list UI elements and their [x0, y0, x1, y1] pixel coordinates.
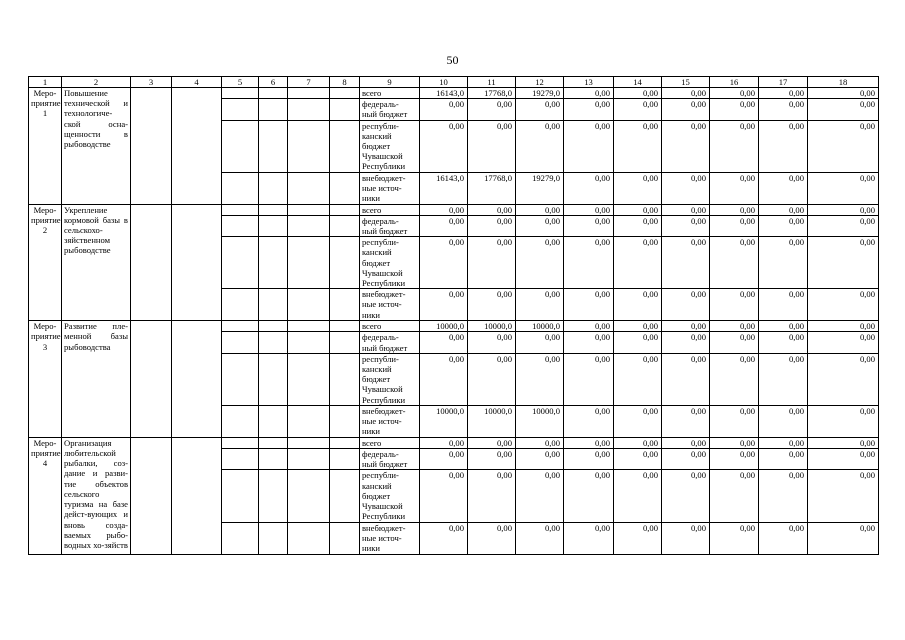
funding-value: 0,00	[420, 470, 468, 522]
funding-value: 0,00	[808, 215, 879, 236]
funding-value: 19279,0	[516, 172, 564, 204]
column-number: 3	[131, 77, 172, 88]
funding-value: 0,00	[662, 332, 710, 353]
funding-value: 0,00	[468, 332, 516, 353]
funding-value: 0,00	[516, 289, 564, 321]
empty-cell	[330, 120, 360, 172]
funding-value: 0,00	[662, 405, 710, 437]
empty-cell	[259, 522, 288, 554]
funding-value: 0,00	[710, 99, 759, 120]
empty-cell	[259, 470, 288, 522]
empty-cell	[259, 321, 288, 332]
empty-cell	[288, 289, 330, 321]
funding-value: 0,00	[564, 437, 614, 448]
funding-value: 0,00	[564, 353, 614, 405]
funding-value: 0,00	[614, 405, 662, 437]
funding-source: всего	[360, 437, 420, 448]
funding-source: федераль- ный бюджет	[360, 215, 420, 236]
empty-cell	[259, 204, 288, 215]
funding-source: федераль- ный бюджет	[360, 99, 420, 120]
column-number: 18	[808, 77, 879, 88]
empty-cell	[330, 99, 360, 120]
funding-source: федераль- ный бюджет	[360, 332, 420, 353]
empty-cell	[222, 237, 259, 289]
empty-cell	[288, 237, 330, 289]
column-number: 2	[62, 77, 131, 88]
budget-row	[29, 437, 879, 448]
empty-cell	[222, 99, 259, 120]
empty-cell	[259, 353, 288, 405]
column-number-row	[29, 77, 879, 88]
empty-cell	[330, 353, 360, 405]
empty-cell	[259, 437, 288, 448]
measure-label: Меро-приятие 3	[29, 321, 62, 438]
funding-value: 0,00	[468, 215, 516, 236]
funding-value: 0,00	[614, 353, 662, 405]
column-number: 6	[259, 77, 288, 88]
funding-value: 0,00	[564, 470, 614, 522]
funding-value: 0,00	[516, 120, 564, 172]
empty-cell	[288, 88, 330, 99]
funding-value: 10000,0	[420, 321, 468, 332]
empty-cell	[288, 405, 330, 437]
funding-value: 0,00	[759, 99, 808, 120]
empty-cell	[330, 405, 360, 437]
funding-source: внебюджет- ные источ- ники	[360, 289, 420, 321]
funding-value: 0,00	[710, 353, 759, 405]
funding-source: республи- канский бюджет Чувашской Республики	[360, 120, 420, 172]
column-number: 5	[222, 77, 259, 88]
measure-title: Укрепление кормовой базы в сельскохо-зяйственном рыбоводстве	[62, 204, 131, 321]
funding-value: 0,00	[614, 449, 662, 470]
empty-cell	[330, 332, 360, 353]
funding-value: 10000,0	[516, 321, 564, 332]
funding-value: 0,00	[662, 289, 710, 321]
empty-cell	[172, 204, 222, 321]
column-number: 4	[172, 77, 222, 88]
funding-value: 0,00	[662, 204, 710, 215]
funding-value: 0,00	[516, 99, 564, 120]
funding-value: 0,00	[614, 120, 662, 172]
empty-cell	[222, 353, 259, 405]
empty-cell	[259, 332, 288, 353]
empty-cell	[259, 172, 288, 204]
funding-value: 0,00	[710, 405, 759, 437]
funding-value: 0,00	[808, 353, 879, 405]
funding-value: 0,00	[564, 172, 614, 204]
empty-cell	[222, 120, 259, 172]
funding-value: 0,00	[759, 522, 808, 554]
funding-value: 0,00	[614, 99, 662, 120]
funding-value: 0,00	[420, 449, 468, 470]
funding-value: 0,00	[564, 289, 614, 321]
funding-source: всего	[360, 88, 420, 99]
funding-value: 17768,0	[468, 172, 516, 204]
funding-value: 0,00	[662, 522, 710, 554]
funding-value: 0,00	[710, 470, 759, 522]
page-number: 50	[446, 53, 459, 67]
funding-value: 10000,0	[468, 321, 516, 332]
empty-cell	[131, 204, 172, 321]
funding-value: 16143,0	[420, 172, 468, 204]
funding-value: 0,00	[710, 88, 759, 99]
funding-value: 0,00	[662, 353, 710, 405]
empty-cell	[288, 332, 330, 353]
funding-value: 10000,0	[420, 405, 468, 437]
empty-cell	[222, 172, 259, 204]
funding-value: 0,00	[759, 120, 808, 172]
funding-value: 0,00	[468, 237, 516, 289]
funding-source: всего	[360, 204, 420, 215]
funding-value: 0,00	[564, 405, 614, 437]
column-number: 16	[710, 77, 759, 88]
column-number: 1	[29, 77, 62, 88]
funding-value: 0,00	[662, 237, 710, 289]
funding-value: 0,00	[614, 522, 662, 554]
funding-value: 0,00	[710, 172, 759, 204]
funding-value: 0,00	[662, 172, 710, 204]
funding-value: 0,00	[468, 470, 516, 522]
funding-value: 0,00	[710, 289, 759, 321]
column-number: 7	[288, 77, 330, 88]
funding-value: 0,00	[468, 204, 516, 215]
funding-source: внебюджет- ные источ- ники	[360, 405, 420, 437]
funding-source: республи- канский бюджет Чувашской Республики	[360, 353, 420, 405]
empty-cell	[330, 172, 360, 204]
measure-title: Развитие пле-менной базы рыбоводства	[62, 321, 131, 438]
empty-cell	[259, 88, 288, 99]
funding-value: 16143,0	[420, 88, 468, 99]
funding-value: 0,00	[614, 88, 662, 99]
measure-label: Меро-приятие 4	[29, 437, 62, 554]
column-number: 15	[662, 77, 710, 88]
funding-value: 0,00	[564, 321, 614, 332]
empty-cell	[288, 99, 330, 120]
funding-value: 0,00	[614, 437, 662, 448]
funding-value: 0,00	[759, 437, 808, 448]
funding-value: 0,00	[516, 449, 564, 470]
empty-cell	[131, 88, 172, 205]
column-number: 8	[330, 77, 360, 88]
funding-value: 0,00	[710, 215, 759, 236]
funding-value: 0,00	[710, 237, 759, 289]
empty-cell	[222, 204, 259, 215]
funding-value: 0,00	[614, 172, 662, 204]
measure-label: Меро-приятие 2	[29, 204, 62, 321]
funding-value: 0,00	[614, 237, 662, 289]
empty-cell	[172, 88, 222, 205]
funding-value: 0,00	[420, 289, 468, 321]
funding-value: 0,00	[759, 237, 808, 289]
funding-value: 0,00	[808, 321, 879, 332]
funding-value: 0,00	[808, 99, 879, 120]
funding-value: 0,00	[564, 215, 614, 236]
empty-cell	[259, 289, 288, 321]
funding-value: 0,00	[710, 204, 759, 215]
funding-value: 0,00	[808, 405, 879, 437]
funding-value: 0,00	[420, 215, 468, 236]
funding-value: 0,00	[614, 215, 662, 236]
empty-cell	[288, 449, 330, 470]
empty-cell	[259, 120, 288, 172]
funding-value: 19279,0	[516, 88, 564, 99]
funding-value: 0,00	[420, 353, 468, 405]
funding-value: 0,00	[468, 522, 516, 554]
funding-value: 0,00	[468, 120, 516, 172]
column-number: 10	[420, 77, 468, 88]
empty-cell	[259, 237, 288, 289]
funding-value: 0,00	[808, 437, 879, 448]
funding-value: 0,00	[614, 204, 662, 215]
measure-label: Меро-приятие 1	[29, 88, 62, 205]
empty-cell	[131, 321, 172, 438]
funding-value: 0,00	[759, 353, 808, 405]
funding-source: внебюджет- ные источ- ники	[360, 172, 420, 204]
funding-value: 0,00	[420, 99, 468, 120]
empty-cell	[259, 215, 288, 236]
funding-value: 0,00	[759, 204, 808, 215]
empty-cell	[288, 437, 330, 448]
funding-value: 0,00	[420, 120, 468, 172]
funding-value: 0,00	[564, 449, 614, 470]
funding-value: 0,00	[808, 470, 879, 522]
funding-value: 0,00	[710, 522, 759, 554]
column-number: 12	[516, 77, 564, 88]
funding-value: 0,00	[614, 470, 662, 522]
funding-value: 0,00	[662, 470, 710, 522]
funding-value: 0,00	[468, 289, 516, 321]
empty-cell	[222, 88, 259, 99]
measure-title: Организация любительской рыбалки, соз-дание и разви-тие объектов сельского туризма на базе дейст-вующих и вновь созда-ваемых рыбо-водных хо-зяйств	[62, 437, 131, 554]
funding-value: 0,00	[420, 204, 468, 215]
funding-value: 0,00	[564, 99, 614, 120]
funding-source: внебюджет- ные источ- ники	[360, 522, 420, 554]
funding-value: 0,00	[468, 353, 516, 405]
funding-source: федераль- ный бюджет	[360, 449, 420, 470]
funding-value: 0,00	[662, 321, 710, 332]
funding-value: 0,00	[614, 289, 662, 321]
funding-value: 0,00	[564, 88, 614, 99]
empty-cell	[330, 204, 360, 215]
funding-value: 0,00	[564, 237, 614, 289]
empty-cell	[330, 237, 360, 289]
funding-value: 0,00	[710, 120, 759, 172]
column-number: 17	[759, 77, 808, 88]
funding-value: 0,00	[759, 88, 808, 99]
empty-cell	[222, 332, 259, 353]
funding-value: 0,00	[662, 215, 710, 236]
funding-value: 0,00	[808, 172, 879, 204]
funding-value: 0,00	[662, 437, 710, 448]
funding-value: 0,00	[420, 522, 468, 554]
empty-cell	[288, 353, 330, 405]
column-number: 13	[564, 77, 614, 88]
empty-cell	[222, 321, 259, 332]
funding-value: 0,00	[614, 321, 662, 332]
funding-value: 0,00	[710, 437, 759, 448]
funding-value: 0,00	[420, 237, 468, 289]
empty-cell	[222, 215, 259, 236]
empty-cell	[172, 437, 222, 554]
funding-value: 0,00	[759, 215, 808, 236]
empty-cell	[259, 405, 288, 437]
empty-cell	[288, 204, 330, 215]
funding-value: 0,00	[759, 332, 808, 353]
funding-value: 17768,0	[468, 88, 516, 99]
empty-cell	[330, 215, 360, 236]
budget-row	[29, 204, 879, 215]
empty-cell	[288, 120, 330, 172]
funding-value: 0,00	[808, 237, 879, 289]
funding-value: 0,00	[808, 522, 879, 554]
empty-cell	[172, 321, 222, 438]
funding-value: 0,00	[468, 99, 516, 120]
funding-value: 0,00	[420, 332, 468, 353]
empty-cell	[222, 289, 259, 321]
funding-value: 0,00	[662, 88, 710, 99]
funding-source: республи- канский бюджет Чувашской Республики	[360, 237, 420, 289]
empty-cell	[330, 449, 360, 470]
funding-source: республи- канский бюджет Чувашской Республики	[360, 470, 420, 522]
budget-row	[29, 88, 879, 99]
funding-value: 0,00	[710, 449, 759, 470]
funding-value: 0,00	[808, 449, 879, 470]
measure-title: Повышение технической и технологиче-ской осна-щенности в рыбоводстве	[62, 88, 131, 205]
funding-value: 0,00	[516, 437, 564, 448]
empty-cell	[288, 321, 330, 332]
budget-table	[28, 76, 879, 555]
empty-cell	[222, 405, 259, 437]
funding-value: 0,00	[808, 332, 879, 353]
funding-value: 0,00	[516, 522, 564, 554]
funding-value: 0,00	[516, 204, 564, 215]
empty-cell	[222, 470, 259, 522]
empty-cell	[288, 470, 330, 522]
funding-value: 0,00	[808, 204, 879, 215]
funding-value: 10000,0	[516, 405, 564, 437]
empty-cell	[330, 522, 360, 554]
funding-value: 0,00	[564, 204, 614, 215]
funding-value: 0,00	[564, 120, 614, 172]
funding-value: 0,00	[759, 449, 808, 470]
empty-cell	[288, 172, 330, 204]
funding-value: 0,00	[662, 99, 710, 120]
empty-cell	[330, 321, 360, 332]
funding-value: 0,00	[759, 289, 808, 321]
empty-cell	[259, 449, 288, 470]
funding-value: 0,00	[516, 215, 564, 236]
funding-value: 0,00	[759, 321, 808, 332]
empty-cell	[288, 215, 330, 236]
funding-value: 0,00	[614, 332, 662, 353]
column-number: 9	[360, 77, 420, 88]
funding-value: 0,00	[710, 332, 759, 353]
funding-value: 0,00	[516, 353, 564, 405]
funding-value: 0,00	[710, 321, 759, 332]
funding-value: 0,00	[808, 289, 879, 321]
empty-cell	[330, 437, 360, 448]
empty-cell	[330, 289, 360, 321]
funding-value: 0,00	[564, 332, 614, 353]
funding-value: 0,00	[808, 120, 879, 172]
funding-value: 0,00	[564, 522, 614, 554]
funding-value: 0,00	[759, 405, 808, 437]
budget-row	[29, 321, 879, 332]
funding-value: 0,00	[759, 470, 808, 522]
funding-value: 10000,0	[468, 405, 516, 437]
empty-cell	[330, 470, 360, 522]
empty-cell	[288, 522, 330, 554]
funding-value: 0,00	[662, 449, 710, 470]
column-number: 14	[614, 77, 662, 88]
empty-cell	[222, 449, 259, 470]
funding-value: 0,00	[516, 332, 564, 353]
funding-value: 0,00	[662, 120, 710, 172]
funding-value: 0,00	[468, 437, 516, 448]
funding-value: 0,00	[516, 237, 564, 289]
empty-cell	[330, 88, 360, 99]
funding-value: 0,00	[468, 449, 516, 470]
funding-value: 0,00	[808, 88, 879, 99]
funding-value: 0,00	[759, 172, 808, 204]
empty-cell	[131, 437, 172, 554]
empty-cell	[222, 437, 259, 448]
funding-value: 0,00	[420, 437, 468, 448]
empty-cell	[259, 99, 288, 120]
column-number: 11	[468, 77, 516, 88]
funding-source: всего	[360, 321, 420, 332]
empty-cell	[222, 522, 259, 554]
funding-value: 0,00	[516, 470, 564, 522]
